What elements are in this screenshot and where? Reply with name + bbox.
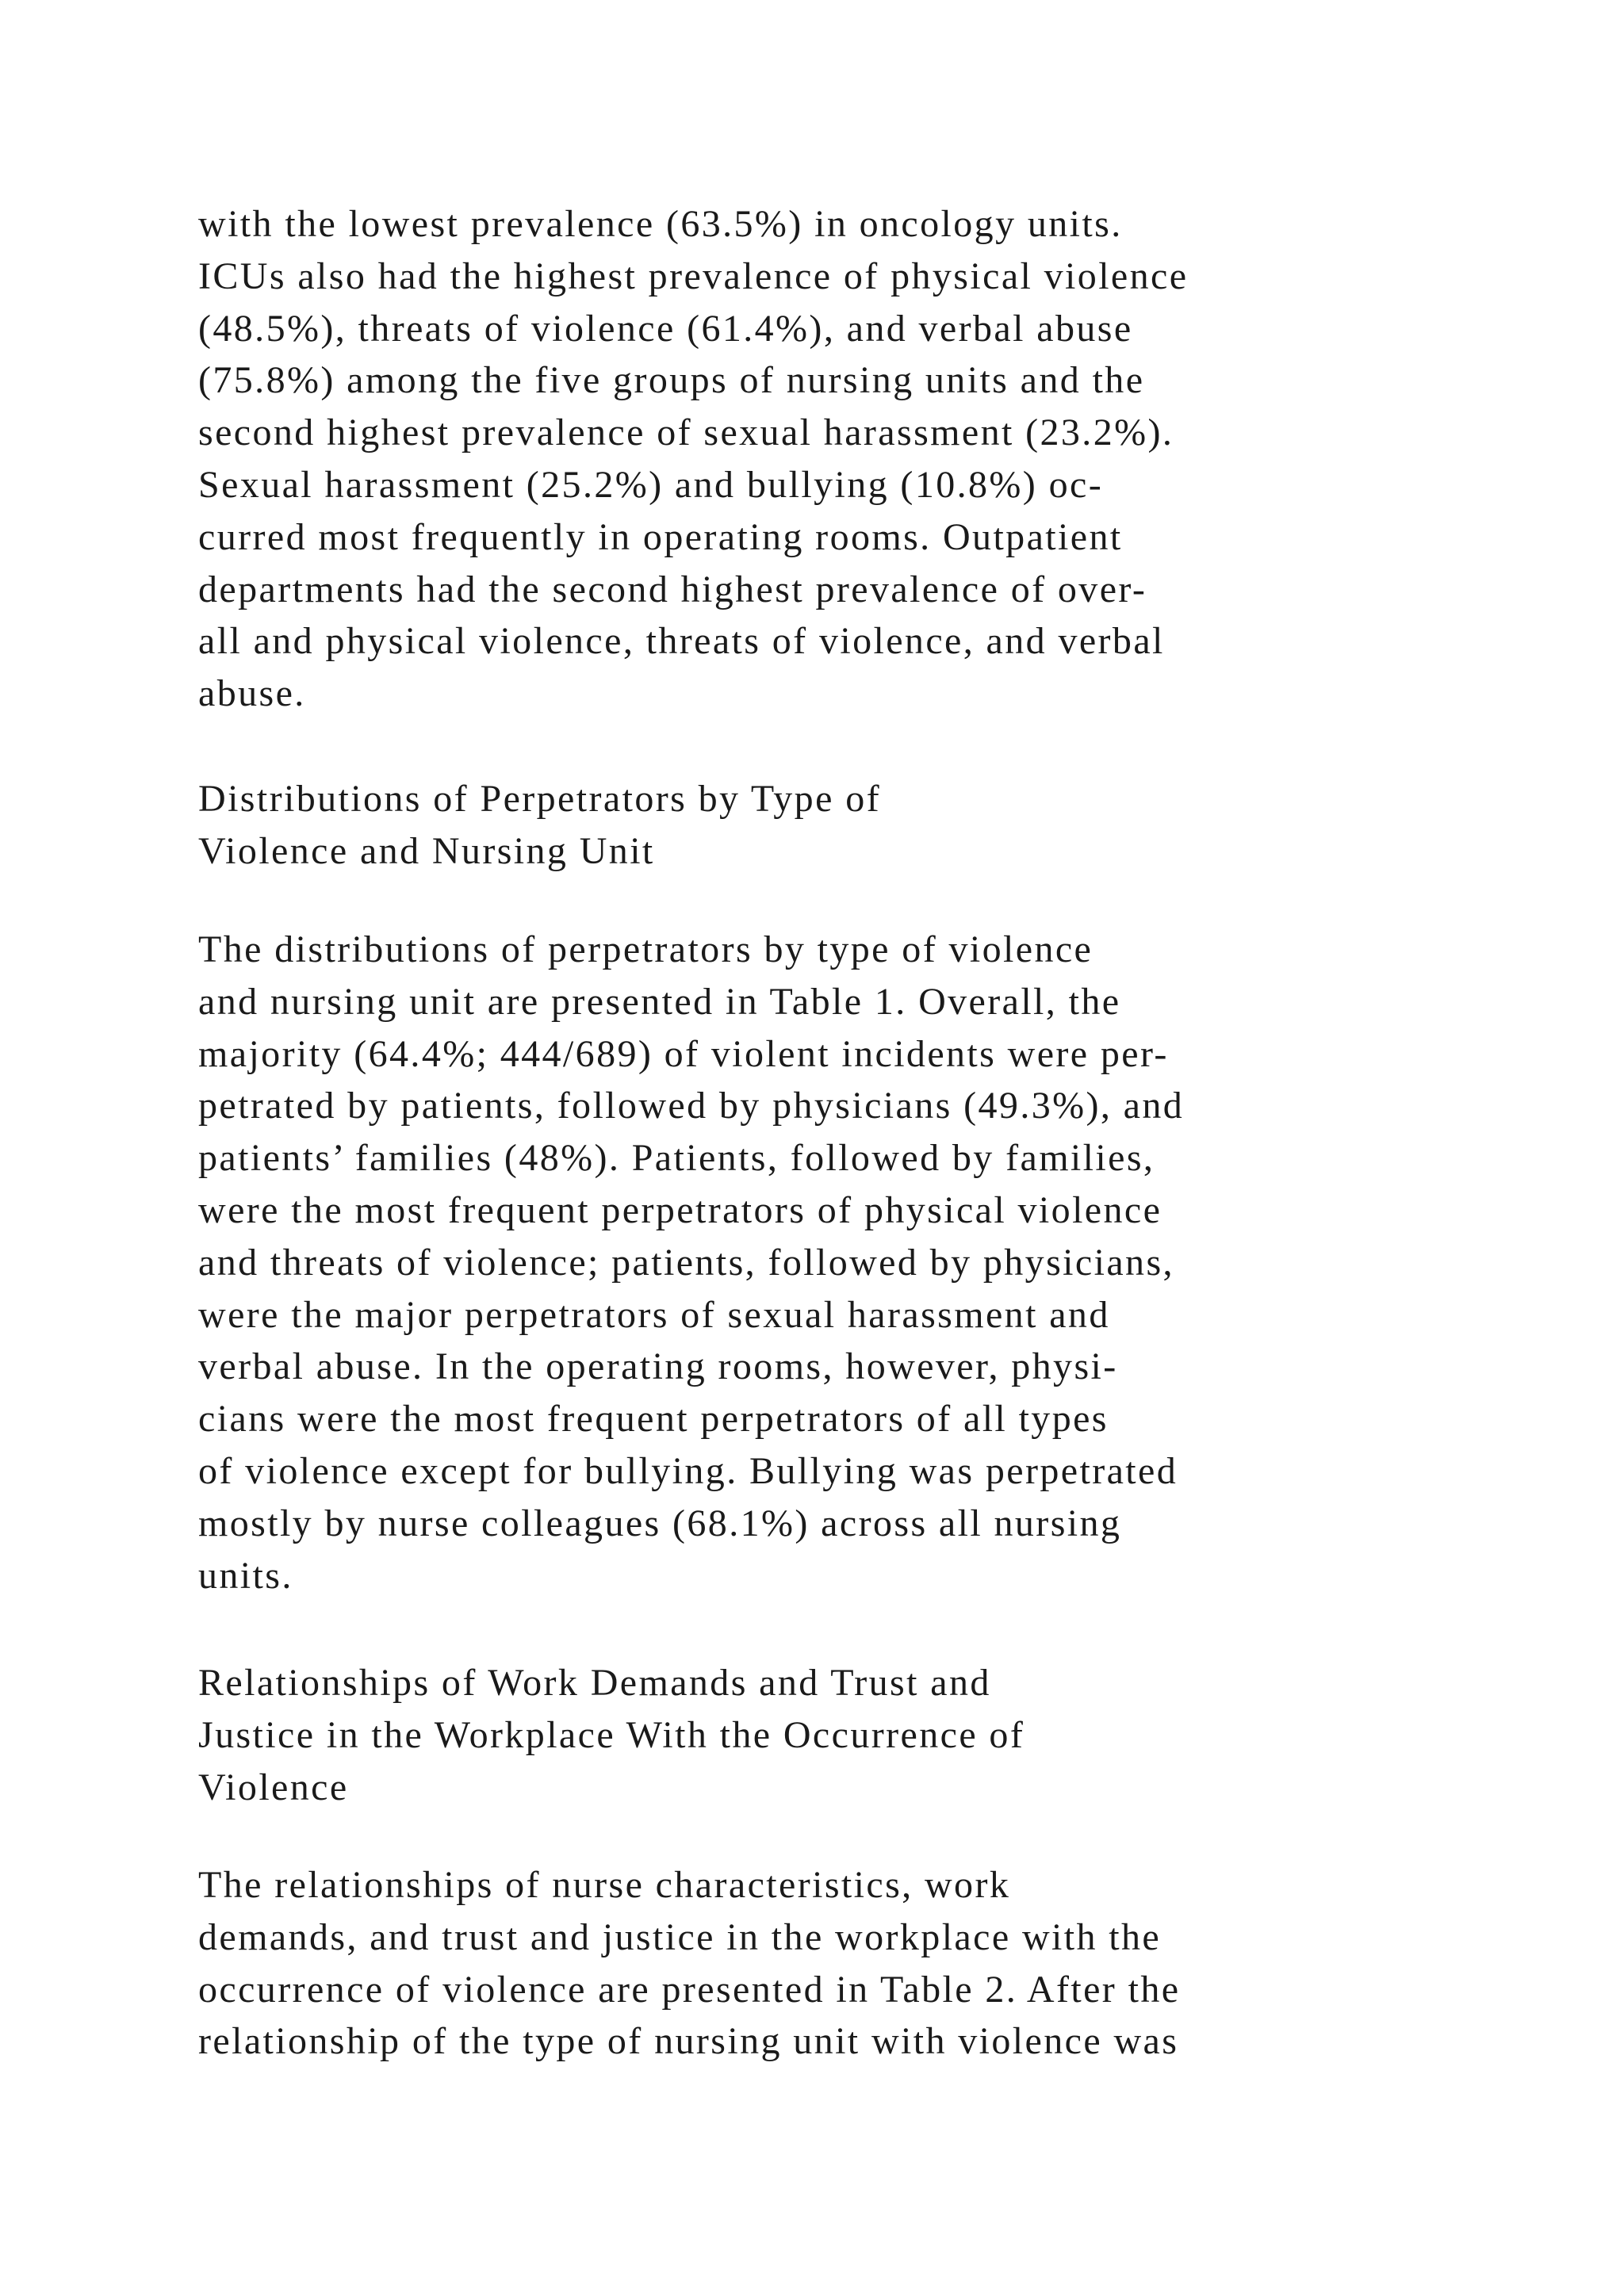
paragraph-relationships — [198, 1859, 1546, 2068]
text-line: and nursing unit are presented in Table 1. Overall, the — [198, 980, 1121, 1023]
text-line: all and physical violence, threats of violence, and verbal — [198, 620, 1165, 663]
heading-line: Distributions of Perpetrators by Type of — [198, 778, 881, 820]
text-line: majority (64.4%; 444/689) of violent incidents were per- — [198, 1032, 1169, 1075]
section-heading-work-demands — [198, 1657, 1546, 1813]
text-line: relationship of the type of nursing unit with violence was — [198, 2020, 1179, 2063]
text-line: of violence except for bullying. Bullying was perpetrated — [198, 1449, 1178, 1492]
heading-line: Justice in the Workplace With the Occurrence of — [198, 1713, 1025, 1756]
text-line: petrated by patients, followed by physicians (49.3%), and — [198, 1085, 1185, 1127]
text-line: were the major perpetrators of sexual harassment and — [198, 1293, 1110, 1336]
text-line: occurrence of violence are presented in Table 2. After the — [198, 1968, 1181, 2011]
text-line: and threats of violence; patients, followed by physicians, — [198, 1241, 1174, 1284]
text-line: patients’ families (48%). Patients, followed by families, — [198, 1137, 1155, 1180]
section-heading-perpetrators — [198, 773, 1546, 878]
text-line: (75.8%) among the five groups of nursing units and the — [198, 359, 1145, 402]
paragraph-prevalence-by-unit — [198, 198, 1546, 720]
text-line: were the most frequent perpetrators of physical violence — [198, 1188, 1162, 1231]
text-line: demands, and trust and justice in the workplace with the — [198, 1915, 1162, 1958]
text-line: ICUs also had the highest prevalence of physical violence — [198, 254, 1189, 297]
heading-line: Relationships of Work Demands and Trust and — [198, 1662, 991, 1704]
text-line: abuse. — [198, 672, 306, 715]
text-line: The relationships of nurse characteristics, work — [198, 1864, 1011, 1906]
text-line: units. — [198, 1554, 293, 1597]
text-line: curred most frequently in operating rooms. Outpatient — [198, 515, 1123, 558]
text-line: (48.5%), threats of violence (61.4%), and verbal abuse — [198, 307, 1133, 350]
text-line: verbal abuse. In the operating rooms, however, physi- — [198, 1345, 1118, 1388]
text-line: mostly by nurse colleagues (68.1%) across all nursing — [198, 1502, 1122, 1544]
text-line: second highest prevalence of sexual harassment (23.2%). — [198, 411, 1174, 454]
text-line: Sexual harassment (25.2%) and bullying (10.8%) oc- — [198, 463, 1104, 506]
text-line: cians were the most frequent perpetrators of all types — [198, 1398, 1109, 1441]
text-line: with the lowest prevalence (63.5%) in oncology units. — [198, 203, 1123, 245]
heading-line: Violence — [198, 1766, 349, 1808]
heading-line: Violence and Nursing Unit — [198, 829, 655, 872]
text-line: The distributions of perpetrators by type of violence — [198, 928, 1094, 970]
paragraph-perpetrator-distribution — [198, 924, 1546, 1601]
text-line: departments had the second highest prevalence of over- — [198, 568, 1147, 610]
